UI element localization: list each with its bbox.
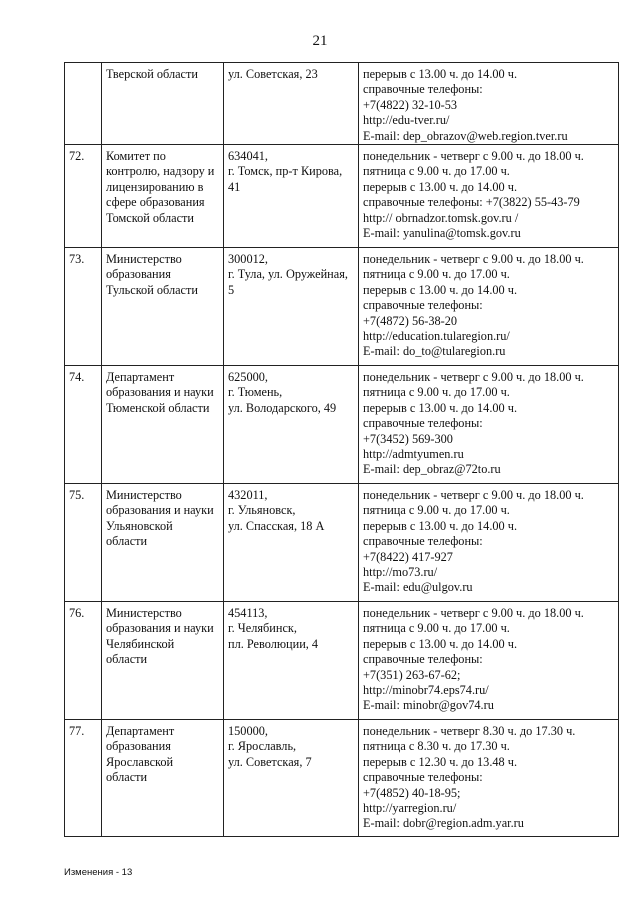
organization-name-cell [102, 602, 224, 720]
address-cell [224, 484, 359, 602]
row-number-cell: 72. [65, 145, 102, 248]
contact-info-line: E-mail: dep_obraz@72to.ru [363, 462, 501, 477]
contact-info-line: E-mail: dep_obrazov@web.region.tver.ru [363, 128, 568, 143]
organization-name: Комитет по контролю, надзору и лицензированию в сфере образования Томской области [106, 149, 215, 225]
address-text: 150000, г. Ярославль, ул. Советская, 7 [228, 724, 312, 769]
organization-name-cell [102, 366, 224, 484]
contact-info-line: перерыв с 13.00 ч. до 14.00 ч. [363, 179, 518, 194]
address-cell [224, 145, 359, 248]
page-number: 21 [312, 33, 328, 49]
contact-info-line: +7(4822) 32-10-53 [363, 97, 458, 112]
contact-info-line: справочные телефоны: [363, 416, 483, 431]
row-number-cell: 73. [65, 248, 102, 366]
address-cell [224, 602, 359, 720]
contact-info-cell [359, 484, 619, 602]
contact-info-line: понедельник - четверг 8.30 ч. до 17.30 ч. [363, 724, 576, 739]
address-text: 300012, г. Тула, ул. Оружейная, 5 [228, 252, 348, 297]
contact-info-line: +7(4872) 56-38-20 [363, 313, 458, 328]
table-row [65, 63, 619, 145]
address-text: 454113, г. Челябинск, пл. Революции, 4 [228, 606, 319, 651]
contact-info-line: E-mail: dobr@region.adm.yar.ru [363, 816, 524, 831]
footer-revision-note: Изменения - 13 [64, 867, 133, 878]
address-cell [224, 366, 359, 484]
contact-info-line: +7(351) 263-67-62; [363, 667, 461, 682]
contact-info-cell [359, 248, 619, 366]
contact-info-line: http://edu-tver.ru/ [363, 113, 450, 128]
row-number-cell [65, 63, 102, 145]
address-cell [224, 63, 359, 145]
organization-name: Министерство образования и науки Челябинской области [106, 606, 214, 667]
table-row [65, 602, 619, 720]
address-text: 432011, г. Ульяновск, ул. Спасская, 18 А [228, 488, 325, 533]
contact-info-line: +7(3452) 569-300 [363, 431, 453, 446]
contact-info-line: перерыв с 13.00 ч. до 14.00 ч. [363, 282, 518, 297]
organization-name: Департамент образования Ярославской области [106, 724, 175, 785]
contact-info-line: перерыв с 13.00 ч. до 14.00 ч. [363, 636, 518, 651]
contact-info-line: E-mail: do_to@tularegion.ru [363, 344, 506, 359]
contact-info-line: справочные телефоны: +7(3822) 55-43-79 [363, 195, 580, 210]
contact-info-cell [359, 63, 619, 145]
table-row [65, 248, 619, 366]
contact-info-line: E-mail: yanulina@tomsk.gov.ru [363, 226, 521, 241]
row-number-cell: 75. [65, 484, 102, 602]
contact-info-line: http://minobr74.eps74.ru/ [363, 683, 489, 698]
contacts-table [64, 62, 619, 837]
address-text: 634041, г. Томск, пр-т Кирова, 41 [228, 149, 343, 194]
contact-info-cell [359, 366, 619, 484]
contact-info-line: http://admtyumen.ru [363, 447, 464, 462]
contact-info-line: +7(4852) 40-18-95; [363, 785, 461, 800]
contact-info-cell [359, 720, 619, 837]
organization-name: Министерство образования и науки Ульяновской области [106, 488, 214, 549]
organization-name-cell [102, 145, 224, 248]
contact-info-line: E-mail: minobr@gov74.ru [363, 698, 494, 713]
organization-name-cell [102, 484, 224, 602]
address-text: ул. Советская, 23 [228, 67, 318, 81]
contact-info-line: http:// obrnadzor.tomsk.gov.ru / [363, 210, 519, 225]
contact-info-line: E-mail: edu@ulgov.ru [363, 580, 473, 595]
organization-name-cell [102, 248, 224, 366]
contact-info-line: понедельник - четверг с 9.00 ч. до 18.00 ч. [363, 252, 584, 267]
contact-info-line: справочные телефоны: [363, 770, 483, 785]
contact-info-cell [359, 145, 619, 248]
contact-info-line: справочные телефоны: [363, 534, 483, 549]
contact-info-line: http://education.tularegion.ru/ [363, 329, 510, 344]
contact-info-line: понедельник - четверг с 9.00 ч. до 18.00 ч. [363, 149, 584, 164]
contact-info-line: перерыв с 13.00 ч. до 14.00 ч. [363, 400, 518, 415]
contact-info-line: понедельник - четверг с 9.00 ч. до 18.00 ч. [363, 488, 584, 503]
organization-name: Департамент образования и науки Тюменской области [106, 370, 214, 415]
address-text: 625000, г. Тюмень, ул. Володарского, 49 [228, 370, 337, 415]
contact-info-line: пятница с 9.00 ч. до 17.00 ч. [363, 621, 510, 636]
contact-info-line: пятница с 9.00 ч. до 17.00 ч. [363, 267, 510, 282]
contact-info-line: перерыв с 12.30 ч. до 13.48 ч. [363, 754, 518, 769]
contact-info-line: перерыв с 13.00 ч. до 14.00 ч. [363, 67, 518, 81]
contact-info-line: понедельник - четверг с 9.00 ч. до 18.00 ч. [363, 606, 584, 621]
contact-info-line: справочные телефоны: [363, 82, 483, 97]
organization-name: Министерство образования Тульской области [106, 252, 198, 297]
row-number-cell: 74. [65, 366, 102, 484]
table-row [65, 366, 619, 484]
organization-name: Тверской области [106, 67, 198, 81]
address-cell [224, 720, 359, 837]
contact-info-line: http://yarregion.ru/ [363, 801, 457, 816]
contact-info-line: пятница с 9.00 ч. до 17.00 ч. [363, 385, 510, 400]
table-row [65, 720, 619, 837]
contact-info-line: http://mo73.ru/ [363, 565, 438, 580]
row-number-cell: 77. [65, 720, 102, 837]
address-cell [224, 248, 359, 366]
contact-info-line: справочные телефоны: [363, 298, 483, 313]
contact-info-line: пятница с 8.30 ч. до 17.30 ч. [363, 739, 510, 754]
contact-info-line: понедельник - четверг с 9.00 ч. до 18.00 ч. [363, 370, 584, 385]
row-number-cell: 76. [65, 602, 102, 720]
table-row [65, 484, 619, 602]
contact-info-cell [359, 602, 619, 720]
contact-info-line: +7(8422) 417-927 [363, 549, 453, 564]
organization-name-cell [102, 63, 224, 145]
contact-info-line: пятница с 9.00 ч. до 17.00 ч. [363, 164, 510, 179]
contact-info-line: перерыв с 13.00 ч. до 14.00 ч. [363, 518, 518, 533]
organization-name-cell [102, 720, 224, 837]
table-row [65, 145, 619, 248]
contact-info-line: пятница с 9.00 ч. до 17.00 ч. [363, 503, 510, 518]
contact-info-line: справочные телефоны: [363, 652, 483, 667]
